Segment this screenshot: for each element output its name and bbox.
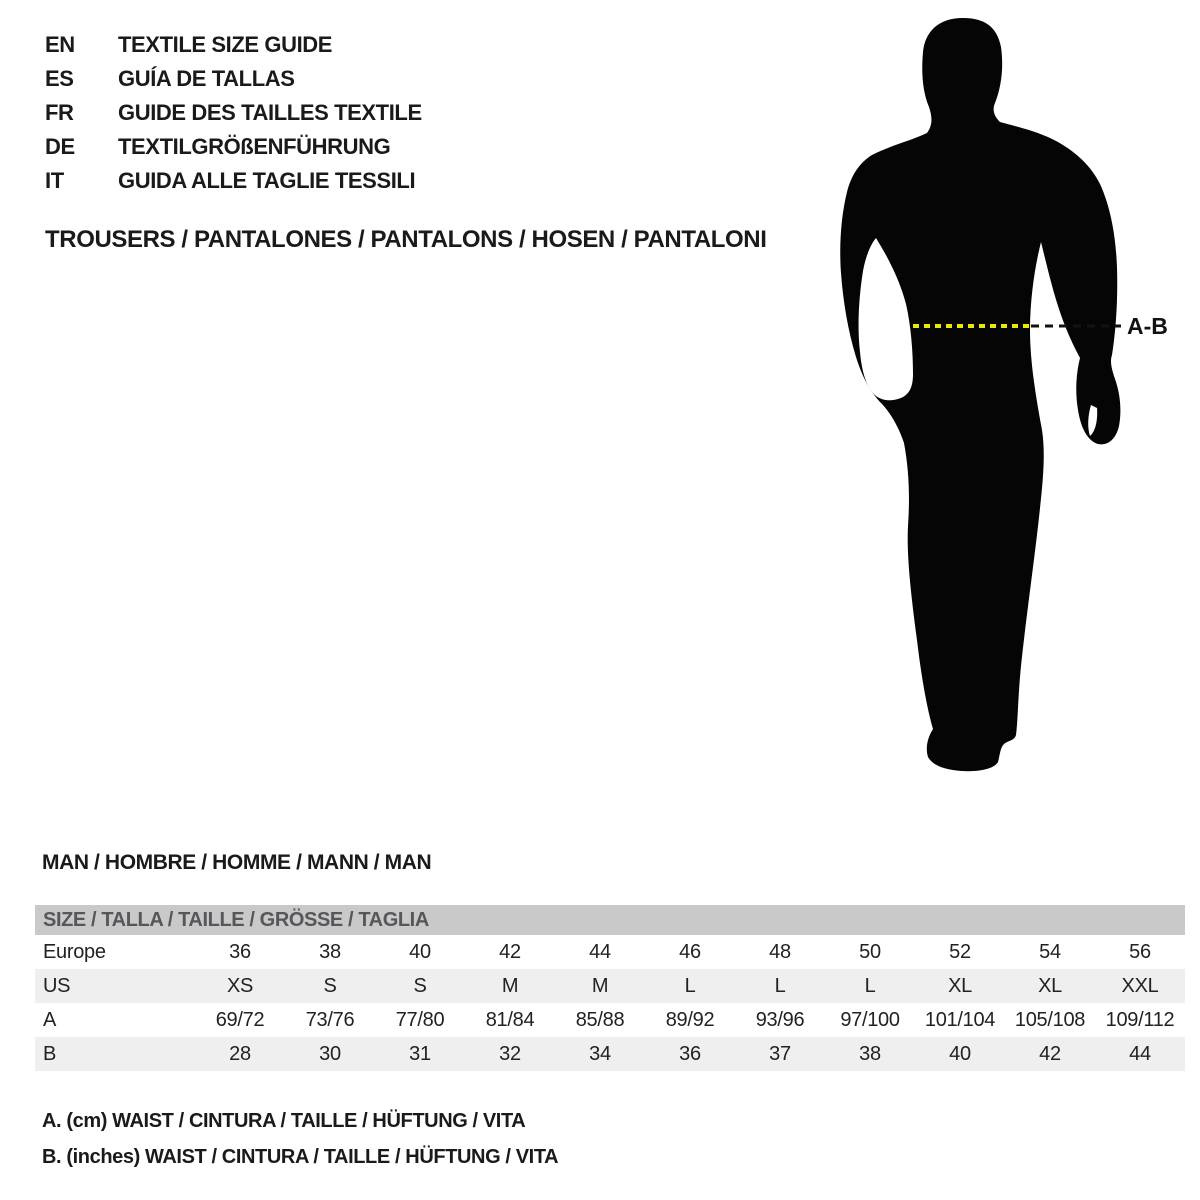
size-cell: XS <box>226 974 254 997</box>
footnote-a: A. (cm) WAIST / CINTURA / TAILLE / HÜFTUNG / VITA <box>42 1110 526 1132</box>
size-cell: 30 <box>319 1042 341 1065</box>
language-title: GUÍA DE TALLAS <box>118 66 295 91</box>
language-code: EN <box>45 32 75 57</box>
size-cell: 54 <box>1039 940 1061 963</box>
product-heading: TROUSERS / PANTALONES / PANTALONS / HOSEN / PANTALONI <box>45 226 767 253</box>
size-table-rows <box>35 935 1185 1071</box>
size-row-b <box>35 1037 1185 1071</box>
size-cell: 93/96 <box>755 1008 805 1031</box>
language-title: TEXTILGRÖßENFÜHRUNG <box>118 134 391 159</box>
size-row-label: B <box>43 1042 57 1065</box>
silhouette-svg <box>820 0 1200 800</box>
language-code: IT <box>45 168 64 193</box>
footnote-b: B. (inches) WAIST / CINTURA / TAILLE / HÜFTUNG / VITA <box>42 1146 559 1168</box>
size-cell: 101/104 <box>924 1008 996 1031</box>
language-title: GUIDA ALLE TAGLIE TESSILI <box>118 168 416 193</box>
size-cell: 44 <box>1129 1042 1151 1065</box>
size-cell: XXL <box>1121 974 1159 997</box>
language-row-fr <box>45 100 422 134</box>
size-cell: 32 <box>499 1042 521 1065</box>
size-table-header: SIZE / TALLA / TAILLE / GRÖSSE / TAGLIA <box>35 905 1185 935</box>
size-cell: L <box>864 974 876 997</box>
language-code: DE <box>45 134 75 159</box>
size-cell: 36 <box>229 940 251 963</box>
language-row-de <box>45 134 422 168</box>
size-row-us <box>35 969 1185 1003</box>
size-cell: XL <box>1038 974 1062 997</box>
size-cell: 105/108 <box>1014 1008 1086 1031</box>
size-cell: 73/76 <box>305 1008 355 1031</box>
language-code: FR <box>45 100 74 125</box>
size-cell: 69/72 <box>215 1008 265 1031</box>
size-cell: 42 <box>1039 1042 1061 1065</box>
size-cell: 109/112 <box>1105 1008 1175 1031</box>
size-cell: 81/84 <box>485 1008 535 1031</box>
language-title: TEXTILE SIZE GUIDE <box>118 32 333 57</box>
size-cell: 37 <box>769 1042 791 1065</box>
size-row-label: Europe <box>43 940 106 963</box>
size-cell: 89/92 <box>665 1008 715 1031</box>
size-cell: 97/100 <box>840 1008 900 1031</box>
language-row-it <box>45 168 422 202</box>
size-cell: L <box>774 974 786 997</box>
size-cell: 40 <box>949 1042 971 1065</box>
size-cell: M <box>591 974 609 997</box>
language-row-es <box>45 66 422 100</box>
section-heading: MAN / HOMBRE / HOMME / MANN / MAN <box>42 851 432 874</box>
size-row-europe <box>35 935 1185 969</box>
size-cell: 34 <box>589 1042 611 1065</box>
male-silhouette-figure <box>820 0 1200 800</box>
size-cell: 52 <box>949 940 971 963</box>
size-cell: 40 <box>409 940 431 963</box>
size-cell: 38 <box>319 940 341 963</box>
footnotes <box>42 1110 558 1182</box>
size-table <box>35 905 1185 1071</box>
size-cell: 42 <box>499 940 521 963</box>
size-cell: 46 <box>679 940 701 963</box>
size-cell: 31 <box>409 1042 431 1065</box>
size-cell: S <box>413 974 427 997</box>
size-cell: 50 <box>859 940 881 963</box>
language-title: GUIDE DES TAILLES TEXTILE <box>118 100 422 125</box>
size-cell: XL <box>948 974 972 997</box>
size-row-label: A <box>43 1008 57 1031</box>
size-cell: 36 <box>679 1042 701 1065</box>
measure-label: A-B <box>1127 313 1168 339</box>
size-cell: 56 <box>1129 940 1151 963</box>
size-cell: M <box>501 974 519 997</box>
size-cell: S <box>323 974 337 997</box>
size-cell: L <box>684 974 696 997</box>
size-cell: 28 <box>229 1042 251 1065</box>
language-code: ES <box>45 66 74 91</box>
size-cell: 85/88 <box>575 1008 625 1031</box>
size-cell: 77/80 <box>395 1008 445 1031</box>
language-row-en <box>45 32 422 66</box>
language-list <box>45 32 422 202</box>
size-row-label: US <box>43 974 71 997</box>
size-cell: 44 <box>589 940 611 963</box>
size-row-a <box>35 1003 1185 1037</box>
size-cell: 48 <box>769 940 791 963</box>
size-cell: 38 <box>859 1042 881 1065</box>
